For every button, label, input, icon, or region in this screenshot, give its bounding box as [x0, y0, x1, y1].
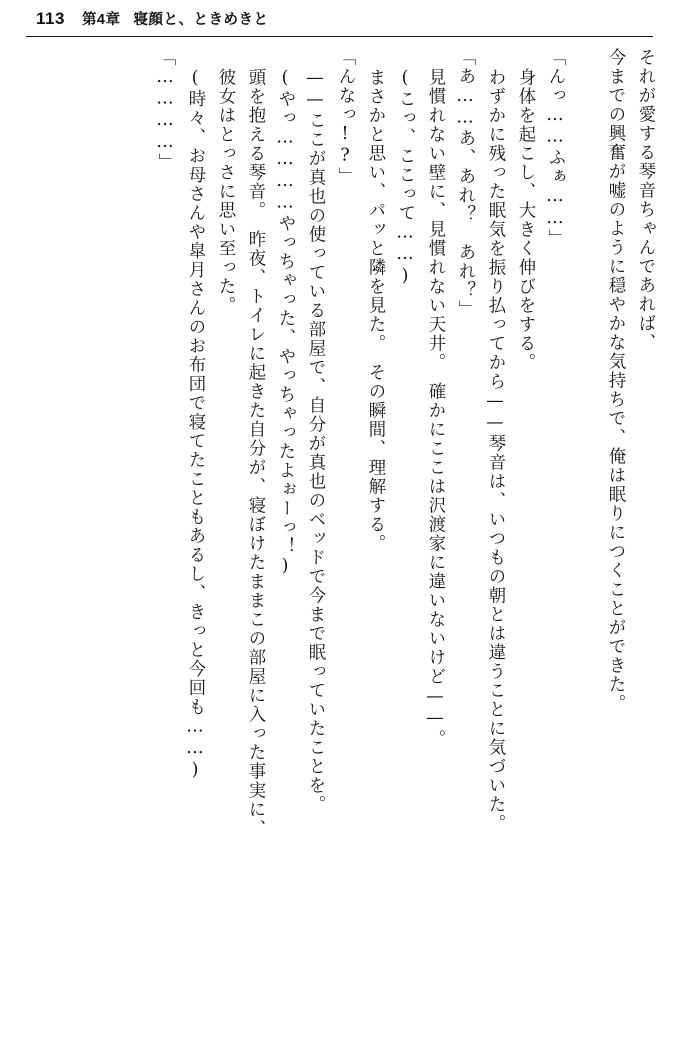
- text-column: 身体を起こし、大きく伸びをする。: [515, 68, 535, 372]
- text-column: 「んなっ!?」: [335, 48, 355, 187]
- text-column: 「あ……あ、あれ？ あれ？」: [455, 48, 475, 320]
- chapter-number: 第4章: [81, 12, 121, 28]
- chapter-title: 寝顔と、ときめきと: [133, 12, 269, 28]
- running-head: [36, 8, 643, 34]
- text-column: (こっ、ここって……): [395, 68, 415, 288]
- text-column: 見慣れない壁に、見慣れない天井。 確かにここは沢渡家に違いないけど——。: [425, 68, 445, 749]
- text-column: 「んっ……ふぁ……」: [545, 48, 565, 249]
- page-body: [26, 48, 653, 1038]
- text-column: 「…………」: [155, 48, 175, 173]
- text-column: ——ここが真也の使っている部屋で、自分が真也のベッドで今まで眠っていたことを。: [305, 68, 325, 815]
- page-number: 113: [36, 9, 65, 28]
- header-divider: [26, 36, 653, 37]
- text-column: それが愛する琴音ちゃんであれば、: [635, 48, 655, 352]
- text-column: 頭を抱える琴音。 昨夜、トイレに起きた自分が、寝ぼけたままこの部屋に入った事実に、: [245, 68, 265, 839]
- text-column: (やっ…………やっちゃった、やっちゃったよぉーっ！): [275, 68, 295, 578]
- text-column: 今までの興奮が嘘のように穏やかな気持ちで、俺は眠りにつくことができた。: [605, 48, 625, 713]
- text-column: (時々、お母さんや皐月さんのお布団で寝てたこともあるし、きっと今回も……): [185, 68, 205, 782]
- text-column: まさかと思い、パッと隣を見た。 その瞬間、理解する。: [365, 68, 385, 554]
- text-column: [563, 48, 593, 1038]
- text-column: 彼女はとっさに思い至った。: [215, 68, 235, 315]
- text-column: わずかに残った眠気を振り払ってから——琴音は、いつもの朝とは違うことに気づいた。: [485, 68, 505, 834]
